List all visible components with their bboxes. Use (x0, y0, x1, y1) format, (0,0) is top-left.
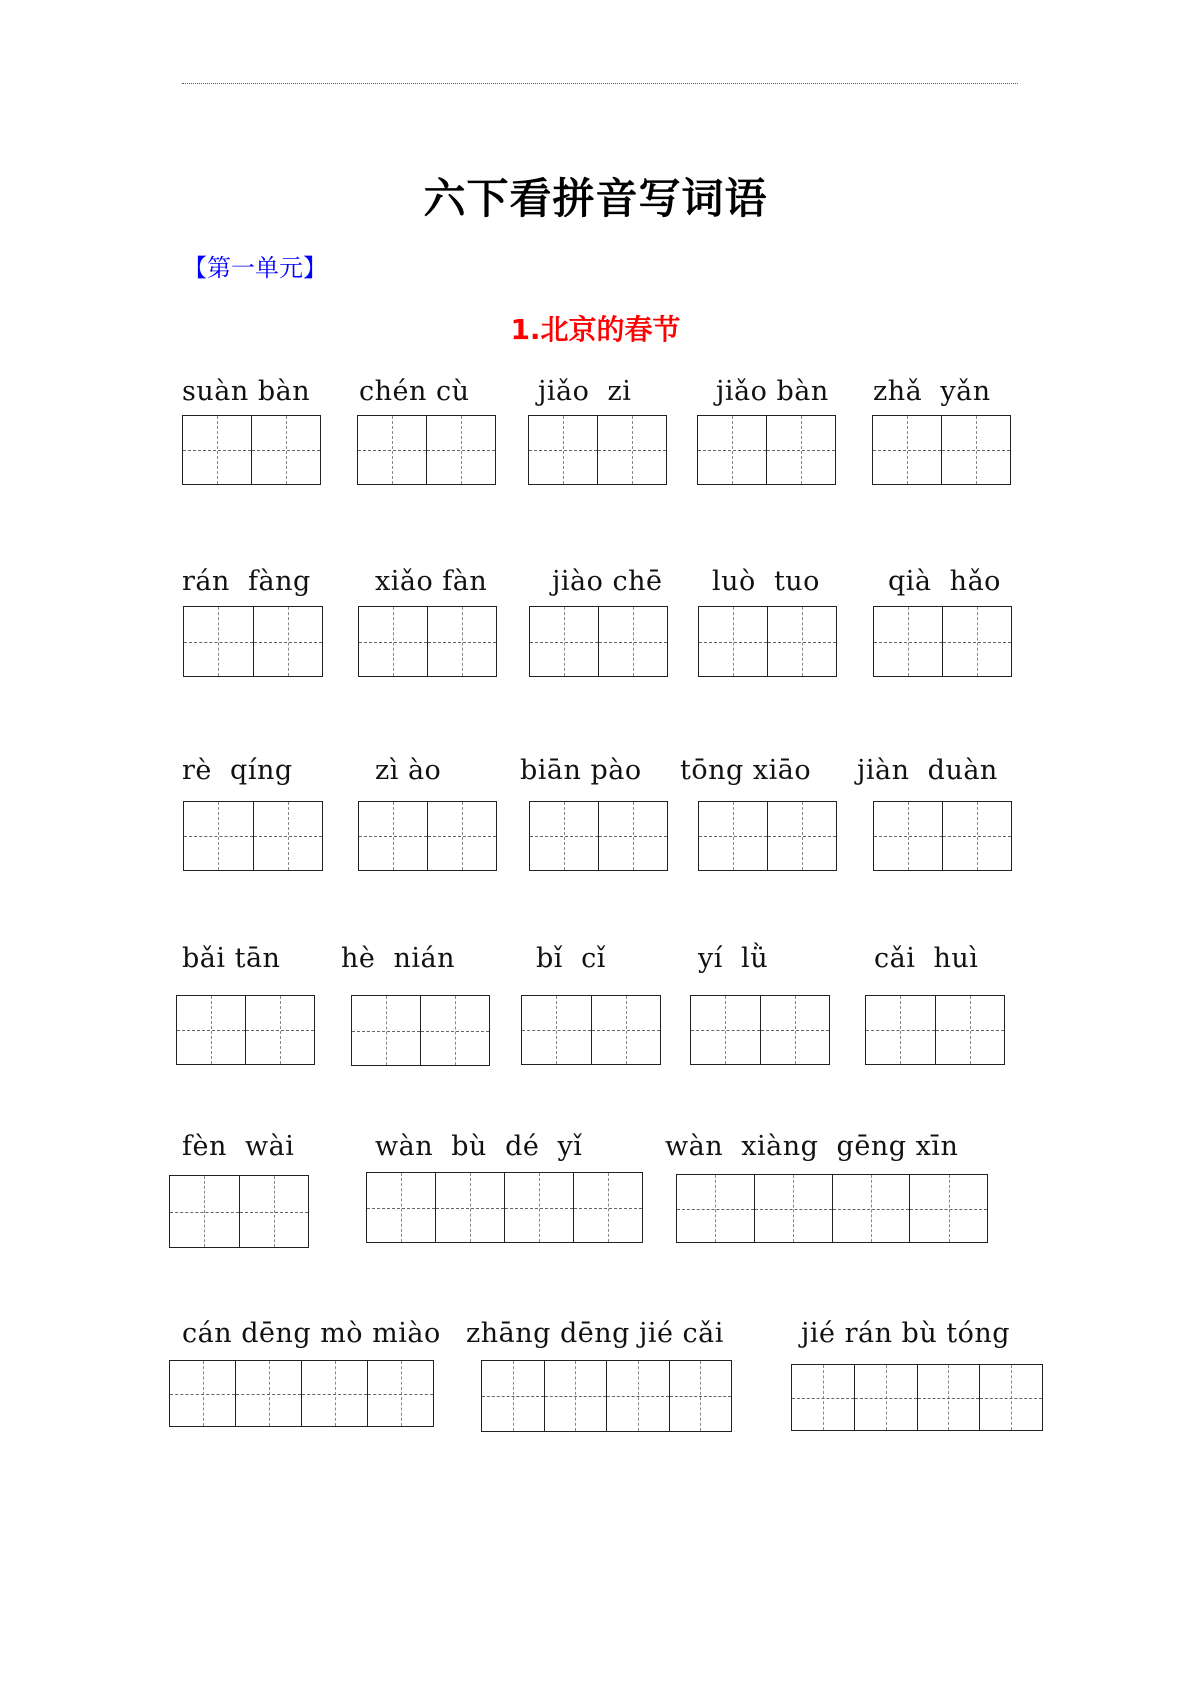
writing-grid[interactable] (183, 801, 323, 871)
writing-grid[interactable] (358, 801, 497, 871)
char-cell[interactable] (670, 1361, 732, 1431)
char-cell[interactable] (482, 1361, 545, 1431)
char-cell[interactable] (254, 607, 323, 676)
char-cell[interactable] (368, 1361, 433, 1426)
unit-label: 【第一单元】 (183, 254, 327, 282)
char-cell[interactable] (359, 607, 428, 676)
pinyin-label: jiàn duàn (857, 755, 998, 786)
writing-grid[interactable] (183, 606, 323, 677)
pinyin-label: jiào chē (552, 566, 663, 597)
writing-grid[interactable] (697, 415, 836, 485)
char-cell[interactable] (874, 802, 943, 870)
char-cell[interactable] (183, 416, 252, 484)
char-cell[interactable] (436, 1173, 505, 1242)
pinyin-label: yí lǜ (698, 943, 769, 974)
writing-grid[interactable] (169, 1360, 434, 1427)
char-cell[interactable] (177, 996, 246, 1064)
char-cell[interactable] (592, 996, 661, 1064)
pinyin-label: wàn xiàng gēng xīn (665, 1131, 959, 1162)
char-cell[interactable] (421, 996, 489, 1065)
char-cell[interactable] (691, 996, 761, 1064)
writing-grid[interactable] (872, 415, 1011, 485)
pinyin-label: bǎi tān (182, 943, 281, 974)
char-cell[interactable] (505, 1173, 574, 1242)
pinyin-label: qià hǎo (888, 566, 1001, 597)
writing-grid[interactable] (529, 801, 668, 871)
char-cell[interactable] (768, 802, 836, 870)
char-cell[interactable] (236, 1361, 302, 1426)
char-cell[interactable] (936, 996, 1005, 1064)
char-cell[interactable] (184, 607, 254, 676)
writing-grid[interactable] (791, 1364, 1043, 1431)
char-cell[interactable] (352, 996, 421, 1065)
writing-grid[interactable] (176, 995, 315, 1065)
char-cell[interactable] (910, 1175, 987, 1242)
writing-grid[interactable] (873, 606, 1012, 677)
char-cell[interactable] (699, 802, 768, 870)
char-cell[interactable] (427, 416, 495, 484)
pinyin-label: xiǎo fàn (375, 566, 488, 597)
char-cell[interactable] (755, 1175, 833, 1242)
pinyin-label: biān pào (520, 755, 642, 786)
writing-grid[interactable] (358, 606, 497, 677)
char-cell[interactable] (677, 1175, 755, 1242)
char-cell[interactable] (428, 802, 496, 870)
char-cell[interactable] (367, 1173, 436, 1242)
writing-grid[interactable] (528, 415, 667, 485)
char-cell[interactable] (598, 416, 666, 484)
char-cell[interactable] (699, 607, 768, 676)
char-cell[interactable] (599, 802, 667, 870)
pinyin-label: cán dēng mò miào (182, 1318, 441, 1349)
writing-grid[interactable] (529, 606, 668, 677)
pinyin-label: tōng xiāo (680, 755, 812, 786)
writing-grid[interactable] (351, 995, 490, 1066)
char-cell[interactable] (522, 996, 592, 1064)
char-cell[interactable] (240, 1176, 309, 1247)
char-cell[interactable] (874, 607, 943, 676)
char-cell[interactable] (530, 607, 599, 676)
char-cell[interactable] (252, 416, 320, 484)
page-title: 六下看拼音写词语 (423, 174, 768, 223)
char-cell[interactable] (768, 607, 836, 676)
writing-grid[interactable] (169, 1175, 309, 1248)
writing-grid[interactable] (182, 415, 321, 485)
pinyin-label: zì ào (375, 755, 442, 786)
writing-grid[interactable] (690, 995, 830, 1065)
char-cell[interactable] (607, 1361, 670, 1431)
char-cell[interactable] (980, 1365, 1042, 1430)
char-cell[interactable] (761, 996, 830, 1064)
char-cell[interactable] (599, 607, 667, 676)
char-cell[interactable] (866, 996, 936, 1064)
char-cell[interactable] (358, 416, 427, 484)
pinyin-label: rè qíng (182, 755, 293, 786)
pinyin-label: cǎi huì (874, 943, 979, 974)
char-cell[interactable] (767, 416, 835, 484)
char-cell[interactable] (184, 802, 254, 870)
char-cell[interactable] (943, 607, 1011, 676)
writing-grid[interactable] (676, 1174, 988, 1243)
pinyin-label: jiǎo bàn (716, 376, 829, 407)
writing-grid[interactable] (481, 1360, 732, 1432)
char-cell[interactable] (529, 416, 598, 484)
pinyin-label: fèn wài (182, 1131, 295, 1162)
lesson-title: 1.北京的春节 (510, 313, 681, 346)
char-cell[interactable] (428, 607, 496, 676)
pinyin-label: suàn bàn (182, 376, 311, 407)
header-dotted-rule (182, 83, 1018, 84)
writing-grid[interactable] (357, 415, 496, 485)
pinyin-label: bǐ cǐ (536, 943, 606, 974)
writing-grid[interactable] (698, 606, 837, 677)
char-cell[interactable] (359, 802, 428, 870)
writing-grid[interactable] (865, 995, 1005, 1065)
pinyin-label: jié rán bù tóng (801, 1318, 1011, 1349)
pinyin-label: jiǎo zi (538, 376, 632, 407)
char-cell[interactable] (942, 416, 1010, 484)
pinyin-label: rán fàng (182, 566, 311, 597)
pinyin-label: hè nián (341, 943, 456, 974)
char-cell[interactable] (246, 996, 314, 1064)
char-cell[interactable] (170, 1361, 236, 1426)
pinyin-label: zhāng dēng jié cǎi (466, 1318, 724, 1349)
pinyin-label: chén cù (359, 376, 470, 407)
writing-grid[interactable] (521, 995, 661, 1065)
char-cell[interactable] (943, 802, 1011, 870)
char-cell[interactable] (792, 1365, 855, 1430)
writing-grid[interactable] (366, 1172, 643, 1243)
writing-grid[interactable] (873, 801, 1012, 871)
char-cell[interactable] (873, 416, 942, 484)
char-cell[interactable] (574, 1173, 642, 1242)
char-cell[interactable] (918, 1365, 981, 1430)
char-cell[interactable] (254, 802, 323, 870)
char-cell[interactable] (833, 1175, 911, 1242)
char-cell[interactable] (855, 1365, 918, 1430)
char-cell[interactable] (698, 416, 767, 484)
char-cell[interactable] (545, 1361, 608, 1431)
pinyin-label: zhǎ yǎn (873, 376, 991, 407)
pinyin-label: wàn bù dé yǐ (375, 1131, 583, 1162)
char-cell[interactable] (302, 1361, 368, 1426)
pinyin-label: luò tuo (712, 566, 820, 597)
char-cell[interactable] (170, 1176, 240, 1247)
char-cell[interactable] (530, 802, 599, 870)
writing-grid[interactable] (698, 801, 837, 871)
